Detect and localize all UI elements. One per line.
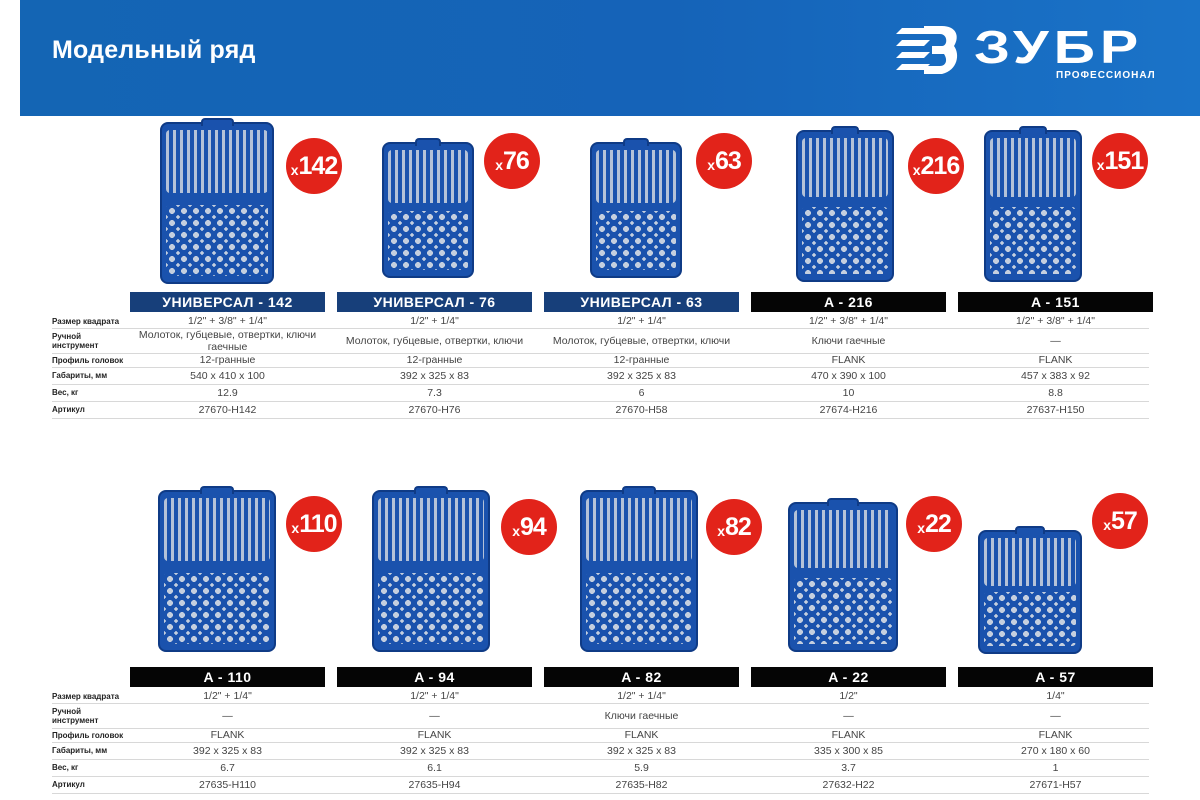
badge-count: 110	[299, 509, 337, 538]
case-handle	[415, 138, 441, 146]
spec-value: 12-гранные	[406, 354, 463, 366]
spec-value: 392 x 325 x 83	[400, 369, 469, 382]
spec-value: 392 x 325 x 83	[607, 369, 676, 382]
case-lid	[802, 138, 888, 197]
spec-value: 27635-H110	[198, 778, 257, 791]
spec-value: 12-гранные	[613, 354, 670, 366]
badge-count: 63	[714, 146, 741, 175]
case-lid	[378, 498, 484, 561]
spec-value: —	[1050, 334, 1061, 347]
tool-case-image	[160, 122, 274, 284]
product-name: УНИВЕРСАЛ - 63	[544, 292, 739, 312]
spec-value: Ключи гаечные	[604, 709, 679, 722]
case-lid	[388, 150, 468, 203]
spec-value: —	[429, 709, 440, 722]
spec-value: 470 x 390 x 100	[811, 369, 886, 382]
spec-value: —	[1050, 709, 1061, 722]
logo-wordmark: ЗУБР	[974, 21, 1144, 73]
badge-count: 151	[1104, 146, 1144, 175]
row-label: Вес, кг	[52, 388, 79, 397]
tool-case-image	[590, 142, 682, 278]
product-name: A - 94	[337, 667, 532, 687]
badge-prefix: x	[1103, 517, 1111, 533]
spec-value: 270 x 180 x 60	[1021, 744, 1090, 757]
spec-value: 5.9	[634, 761, 649, 774]
spec-value: 27637-H150	[1026, 403, 1085, 416]
badge-count: 142	[298, 151, 338, 180]
case-handle	[831, 126, 859, 134]
spec-value: FLANK	[624, 729, 659, 741]
tool-case-image	[372, 490, 490, 652]
spec-value: 1/4"	[1046, 690, 1065, 702]
badge-count: 216	[920, 151, 960, 180]
case-lid	[794, 510, 892, 568]
item-count-badge	[706, 499, 762, 555]
product-name: A - 82	[544, 667, 739, 687]
row-label: Габариты, мм	[52, 371, 108, 380]
badge-count: 82	[724, 512, 751, 541]
spec-value: 1/2" + 1/4"	[410, 315, 459, 327]
spec-value: 335 x 300 x 85	[814, 744, 883, 757]
spec-value: 3.7	[841, 761, 856, 774]
badge-count: 94	[519, 512, 546, 541]
row-label: Ручной инструмент	[52, 706, 99, 725]
item-count-badge	[908, 138, 964, 194]
spec-value: 6.1	[427, 761, 442, 774]
spec-value: Молоток, губцевые, отвертки, ключи	[552, 334, 731, 347]
spec-value: —	[222, 709, 233, 722]
product-name: УНИВЕРСАЛ - 76	[337, 292, 532, 312]
case-handle	[827, 498, 859, 506]
spec-value: FLANK	[210, 729, 245, 741]
spec-value: 8.8	[1048, 386, 1063, 399]
row-label: Профиль головок	[52, 355, 124, 365]
tool-case-image	[978, 530, 1082, 654]
item-count-badge	[1092, 133, 1148, 189]
row-divider	[52, 418, 1149, 419]
spec-value: FLANK	[831, 729, 866, 741]
item-count-badge	[696, 133, 752, 189]
spec-value: 1/2" + 1/4"	[617, 315, 666, 327]
spec-value: 392 x 325 x 83	[193, 744, 262, 757]
row-label: Вес, кг	[52, 763, 79, 772]
product-name: A - 216	[751, 292, 946, 312]
spec-value: Молоток, губцевые, отвертки, ключи гаечные	[138, 328, 317, 353]
spec-value: 1/2" + 3/8" + 1/4"	[1016, 315, 1095, 327]
product-name: A - 57	[958, 667, 1153, 687]
row-label: Размер квадрата	[52, 691, 120, 701]
spec-value: 10	[842, 386, 855, 399]
case-lid	[990, 138, 1076, 197]
case-base	[596, 211, 676, 270]
spec-value: FLANK	[1038, 729, 1073, 741]
spec-value: 12.9	[217, 386, 238, 399]
tool-case-image	[580, 490, 698, 652]
case-handle	[200, 486, 234, 494]
spec-value: 457 x 383 x 92	[1021, 369, 1090, 382]
row-label: Ручной инструмент	[52, 331, 99, 350]
spec-value: 540 x 410 x 100	[190, 369, 265, 382]
case-lid	[596, 150, 676, 203]
spec-value: FLANK	[1038, 354, 1073, 366]
logo-subtitle: ПРОФЕССИОНАЛ	[1056, 70, 1156, 81]
case-lid	[984, 538, 1076, 586]
spec-value: 1/2"	[839, 690, 858, 702]
page-title: Модельный ряд	[52, 36, 256, 64]
item-count-badge	[501, 499, 557, 555]
zubr-emblem-icon	[894, 24, 964, 80]
tool-case-image	[382, 142, 474, 278]
spec-value: 1/2" + 1/4"	[203, 690, 252, 702]
row-label: Габариты, мм	[52, 746, 108, 755]
case-base	[378, 573, 484, 644]
header-banner	[20, 0, 1200, 116]
case-handle	[1019, 126, 1047, 134]
spec-value: 1/2" + 3/8" + 1/4"	[188, 315, 267, 327]
badge-count: 22	[924, 509, 951, 538]
spec-value: 6.7	[220, 761, 235, 774]
case-base	[164, 573, 270, 644]
case-base	[990, 207, 1076, 274]
spec-value: 7.3	[427, 386, 442, 399]
spec-value: 27670-H142	[198, 403, 257, 416]
spec-value: 27674-H216	[819, 403, 878, 416]
spec-value: 1	[1052, 761, 1059, 774]
badge-prefix: x	[707, 157, 715, 173]
case-handle	[622, 486, 656, 494]
case-handle	[201, 118, 234, 126]
row-label: Размер квадрата	[52, 316, 120, 326]
badge-prefix: x	[717, 523, 725, 539]
case-handle	[414, 486, 448, 494]
spec-value: FLANK	[831, 354, 866, 366]
product-name: A - 110	[130, 667, 325, 687]
tool-case-image	[796, 130, 894, 282]
badge-prefix: x	[290, 162, 299, 178]
row-label: Артикул	[52, 780, 85, 789]
spec-value: 27671-H57	[1029, 778, 1082, 791]
spec-value: 27635-H94	[408, 778, 461, 791]
spec-value: Ключи гаечные	[811, 334, 886, 347]
badge-prefix: x	[512, 523, 520, 539]
tool-case-image	[984, 130, 1082, 282]
case-base	[388, 211, 468, 270]
case-lid	[164, 498, 270, 561]
spec-value: 1/2" + 3/8" + 1/4"	[809, 315, 888, 327]
spec-value: FLANK	[417, 729, 452, 741]
item-count-badge	[286, 138, 342, 194]
case-base	[802, 207, 888, 274]
badge-count: 76	[502, 146, 529, 175]
spec-value: 12-гранные	[199, 354, 256, 366]
badge-prefix: x	[291, 520, 300, 536]
zubr-logo	[894, 22, 1184, 88]
case-handle	[1015, 526, 1045, 534]
spec-value: 6	[638, 386, 645, 399]
spec-value: 27632-H22	[822, 778, 875, 791]
spec-value: 392 x 325 x 83	[607, 744, 676, 757]
product-name: A - 151	[958, 292, 1153, 312]
case-base	[984, 592, 1076, 646]
row-label: Артикул	[52, 405, 85, 414]
spec-value: —	[843, 709, 854, 722]
badge-prefix: x	[1096, 157, 1105, 173]
case-base	[586, 573, 692, 644]
product-name: УНИВЕРСАЛ - 142	[130, 292, 325, 312]
tool-case-image	[158, 490, 276, 652]
badge-count: 57	[1110, 506, 1137, 535]
spec-value: 392 x 325 x 83	[400, 744, 469, 757]
item-count-badge	[484, 133, 540, 189]
badge-prefix: x	[495, 157, 503, 173]
item-count-badge	[906, 496, 962, 552]
spec-value: 27635-H82	[615, 778, 668, 791]
row-divider	[52, 793, 1149, 794]
case-lid	[586, 498, 692, 561]
item-count-badge	[286, 496, 342, 552]
spec-value: 27670-H76	[408, 403, 461, 416]
spec-value: 1/2" + 1/4"	[410, 690, 459, 702]
badge-prefix: x	[912, 162, 921, 178]
product-name: A - 22	[751, 667, 946, 687]
item-count-badge	[1092, 493, 1148, 549]
tool-case-image	[788, 502, 898, 652]
case-handle	[623, 138, 649, 146]
badge-prefix: x	[917, 520, 925, 536]
case-base	[166, 205, 268, 276]
case-lid	[166, 130, 268, 193]
spec-value: 27670-H58	[615, 403, 668, 416]
row-label: Профиль головок	[52, 730, 124, 740]
case-base	[794, 578, 892, 644]
spec-value: Молоток, губцевые, отвертки, ключи	[345, 334, 524, 347]
spec-value: 1/2" + 1/4"	[617, 690, 666, 702]
